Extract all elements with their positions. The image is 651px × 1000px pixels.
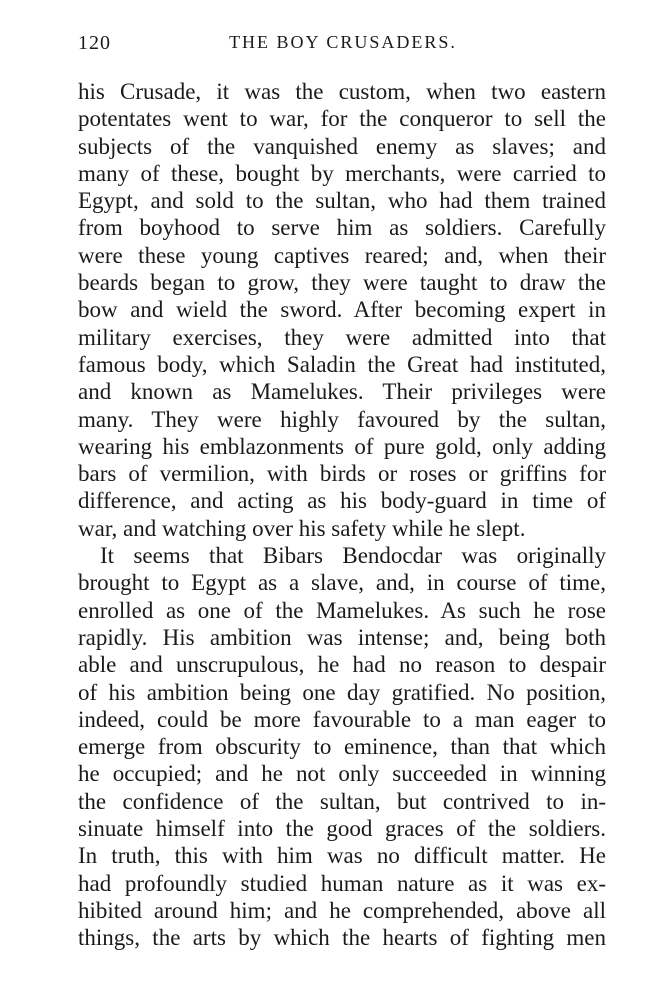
- text-line: and known as Mamelukes. Their privileges were: [78, 379, 606, 405]
- text-line: military exercises, they were admitted into that: [78, 324, 606, 350]
- text-line: enrolled as one of the Mamelukes. As such he rose: [78, 597, 606, 623]
- text-line: the confidence of the sultan, but contrived to in-: [78, 788, 606, 814]
- text-line: difference, and acting as his body-guard in time of: [78, 488, 606, 514]
- text-line: able and unscrupulous, he had no reason to despair: [78, 652, 606, 678]
- text-line: from boyhood to serve him as soldiers. Carefully: [78, 215, 606, 241]
- text-line: he occupied; and he not only succeeded in winning: [78, 761, 606, 787]
- body-text: [78, 78, 606, 952]
- text-line: indeed, could be more favourable to a man eager to: [78, 706, 606, 732]
- text-line: beards began to grow, they were taught to draw the: [78, 270, 606, 296]
- text-line: his Crusade, it was the custom, when two eastern: [78, 79, 606, 104]
- text-line: emerge from obscurity to eminence, than that which: [78, 734, 606, 760]
- text-line: war, and watching over his safety while he slept.: [78, 515, 526, 541]
- text-line: It seems that Bibars Bendocdar was originally: [100, 543, 606, 569]
- running-title: THE BOY CRUSADERS.: [229, 32, 457, 52]
- page-number: 120: [78, 32, 111, 54]
- text-line: wearing his emblazonments of pure gold, only adding: [78, 433, 606, 459]
- text-line: of his ambition being one day gratified. No position,: [78, 679, 606, 705]
- text-line: In truth, this with him was no difficult matter. He: [78, 843, 606, 869]
- text-line: sinuate himself into the good graces of the soldiers.: [78, 816, 606, 842]
- text-line: things, the arts by which the hearts of fighting men: [78, 925, 606, 951]
- text-line: Egypt, and sold to the sultan, who had them trained: [78, 188, 606, 214]
- text-line: bow and wield the sword. After becoming expert in: [78, 297, 606, 323]
- text-line: potentates went to war, for the conqueror to sell the: [78, 106, 606, 132]
- text-line: many. They were highly favoured by the sultan,: [78, 406, 606, 432]
- text-line: bars of vermilion, with birds or roses or griffins for: [78, 461, 606, 487]
- text-line: rapidly. His ambition was intense; and, being both: [78, 624, 606, 650]
- text-line: hibited around him; and he comprehended, above all: [78, 897, 606, 923]
- text-line: were these young captives reared; and, when their: [78, 242, 606, 268]
- text-line: had profoundly studied human nature as it was ex-: [78, 870, 606, 896]
- text-line: famous body, which Saladin the Great had instituted,: [78, 351, 606, 377]
- page-header: [78, 32, 608, 62]
- text-line: many of these, bought by merchants, were carried to: [78, 160, 606, 186]
- text-line: brought to Egypt as a slave, and, in course of time,: [78, 570, 606, 596]
- text-line: subjects of the vanquished enemy as slaves; and: [78, 133, 606, 159]
